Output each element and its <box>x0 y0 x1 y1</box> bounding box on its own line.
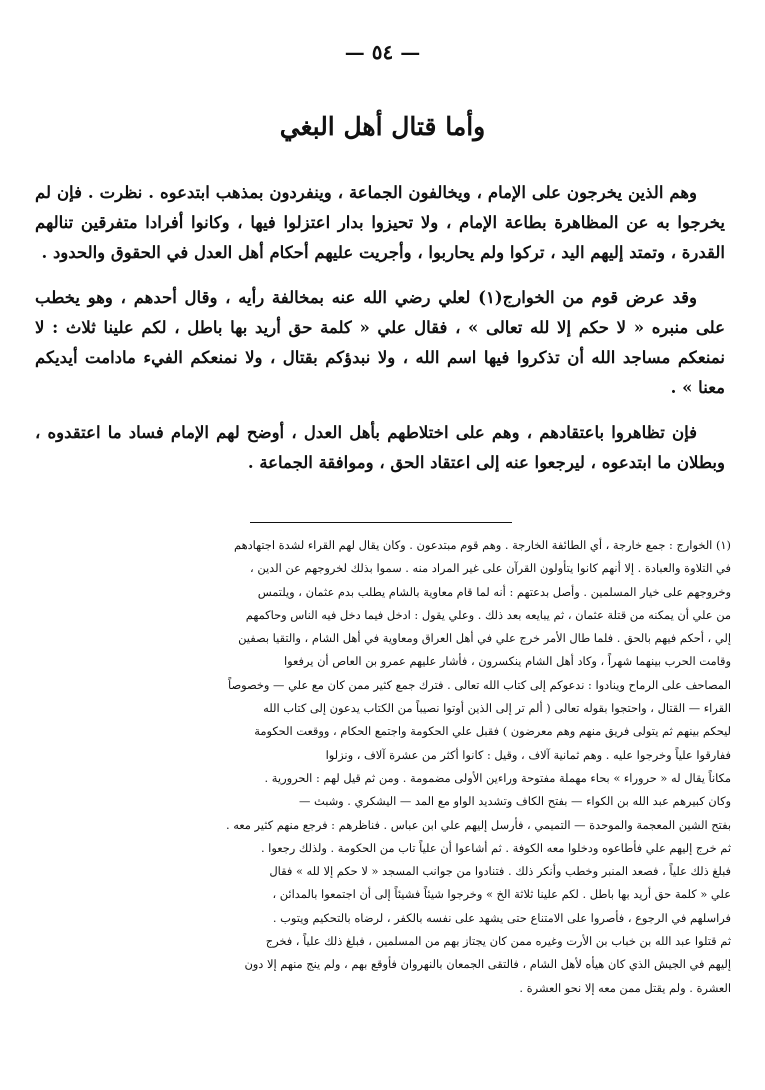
footnote-line: القراء — القتال ، واحتجوا بقوله تعالى ( ألم تر إلى الذين أوتوا نصيباً من الكتاب يدعون إلى كتاب الله <box>263 701 731 716</box>
footnote-divider <box>250 522 512 523</box>
footnote-line: فبلغ ذلك علياً ، فصعد المنبر وخطب وأنكر ذلك . فتنادوا من جوانب المسجد « لا حكم إلا لله » فقال <box>269 864 731 879</box>
footnote-line: إليهم في الجيش الذي كان هيأه لأهل الشام ، فالتقى الجمعان بالنهروان فأوقع بهم ، ولم ينج منهم إلا دون <box>244 957 731 972</box>
paragraph: وهم الذين يخرجون على الإمام ، ويخالفون الجماعة ، وينفردون بمذهب ابتدعوه . نظرت . فإن لم يخرجوا به عن المظاهرة بطاعة الإمام ، ولا تحيزوا بدار اعتزلوا فيها ، وكانوا أفرادا متفرقين تنالهم القدرة ، وتمتد إليهم اليد ، تركوا ولم يحاربوا ، وأجريت عليهم أحكام أهل العدل في الحقوق والحدود . <box>35 183 725 262</box>
footnote-line: مكاناً يقال له « حروراء » بحاء مهملة مفتوحة وراءين الأولى مضمومة . ومن ثم قيل لهم : الحرورية . <box>264 770 731 785</box>
footnote-line: فراسلهم في الرجوع ، فأصروا على الامتناع حتى يشهد على نفسه بالكفر ، لرضاه بالتحكيم ويتوب . <box>272 910 731 925</box>
footnote-line: ثم قتلوا عبد الله بن خباب بن الأرت وغيره ممن كان يجتاز بهم من المسلمين ، فبلغ ذلك علياً ، فخرج <box>265 934 731 949</box>
footnote-line: إلي ، أحكم فيهم بالحق . فلما طال الأمر خرج علي في أهل العراق ومعاوية في أهل الشام ، والتقيا بصفين <box>238 631 731 646</box>
paragraph: فإن تظاهروا باعتقادهم ، وهم على اختلاطهم بأهل العدل ، أوضح لهم الإمام فساد ما اعتقدوه ، وبطلان ما ابتدعوه ، ليرجعوا عنه إلى اعتقاد الحق ، وموافقة الجماعة . <box>35 423 725 472</box>
footnote-line: وخروجهم على خيار المسلمين . وأصل بدعتهم : أنه لما قام معاوية بالشام يطلب بدم عثمان ، ويلتمس <box>257 584 731 599</box>
footnote-line: العشرة . ولم يقتل ممن معه إلا نحو العشرة . <box>519 980 731 995</box>
footnote-line: بفتح الشين المعجمة والموحدة — التميمي ، فأرسل إليهم علي ابن عباس . فناظرهم : فرجع منهم كثير معه . <box>225 817 731 832</box>
footnote-line: في التلاوة والعبادة . إلا أنهم كانوا يتأولون القرآن على غير المراد منه . سموا بذلك لخروجهم عن الدين ، <box>250 561 731 576</box>
footnote-line: علي « كلمة حق أريد بها باطل . لكم علينا ثلاثة الخ » وخرجوا شيئاً فشيئاً إلى أن اجتمعوا بالمدائن ، <box>272 887 731 902</box>
footnote-line: (١) الخوارج : جمع خارجة ، أي الطائفة الخارجة . وهم قوم مبتدعون . وكان يقال لهم القراء لشدة اجتهادهم <box>233 538 731 552</box>
footnote-line: المصاحف على الرماح وينادوا : ندعوكم إلى كتاب الله تعالى . فترك جمع كثير ممن كان مع علي — وخصوصاً <box>227 677 731 692</box>
footnote-line: ففارقوا علياً وخرجوا عليه . وهم ثمانية آلاف ، وقيل : كانوا أكثر من عشرة آلاف ، ونزلوا <box>325 747 731 762</box>
footnote-line: ثم خرج إليهم علي فأطاعوه ودخلوا معه الكوفة . ثم أشاعوا أن علياً تاب من الحكومة . ولذلك رجعوا . <box>260 840 731 855</box>
footnote-line: وكان كبيرهم عبد الله بن الكواء — بفتح الكاف وتشديد الواو مع المد — اليشكري . وشبث — <box>299 794 731 809</box>
footnote-line: وقامت الحرب بينهما شهراً ، وكاد أهل الشام ينكسرون ، فأشار عليهم عمرو بن العاص أن يرفعوا <box>284 654 731 669</box>
section-heading: وأما قتال أهل البغي <box>279 112 486 141</box>
main-text <box>35 178 725 493</box>
page-number: — ٥٤ — <box>344 40 421 64</box>
paragraph: وقد عرض قوم من الخوارج(١) لعلي رضي الله عنه بمخالفة رأيه ، وقال أحدهم ، وهو يخطب على منبره « لا حكم إلا لله تعالى » ، فقال علي « كلمة حق أريد بها باطل ، لكم علينا ثلاث : لا نمنعكم مساجد الله أن تذكروا فيها اسم الله ، ولا نبدؤكم بقتال ، ولا نمنعكم الفيء مادامت أيديكم معنا » . <box>35 288 725 397</box>
footnote <box>41 534 731 1000</box>
footnote-line: ليحكم بينهم ثم يتولى فريق منهم وهم معرضون ) فقبل علي الحكومة واجتمع الحكام ، ووقعت الحكومة <box>254 724 731 739</box>
footnote-line: من علي أن يمكنه من قتلة عثمان ، ثم يبايعه بعد ذلك . وعلي يقول : ادخل فيما دخل فيه الناس وحاكمهم <box>245 607 731 622</box>
